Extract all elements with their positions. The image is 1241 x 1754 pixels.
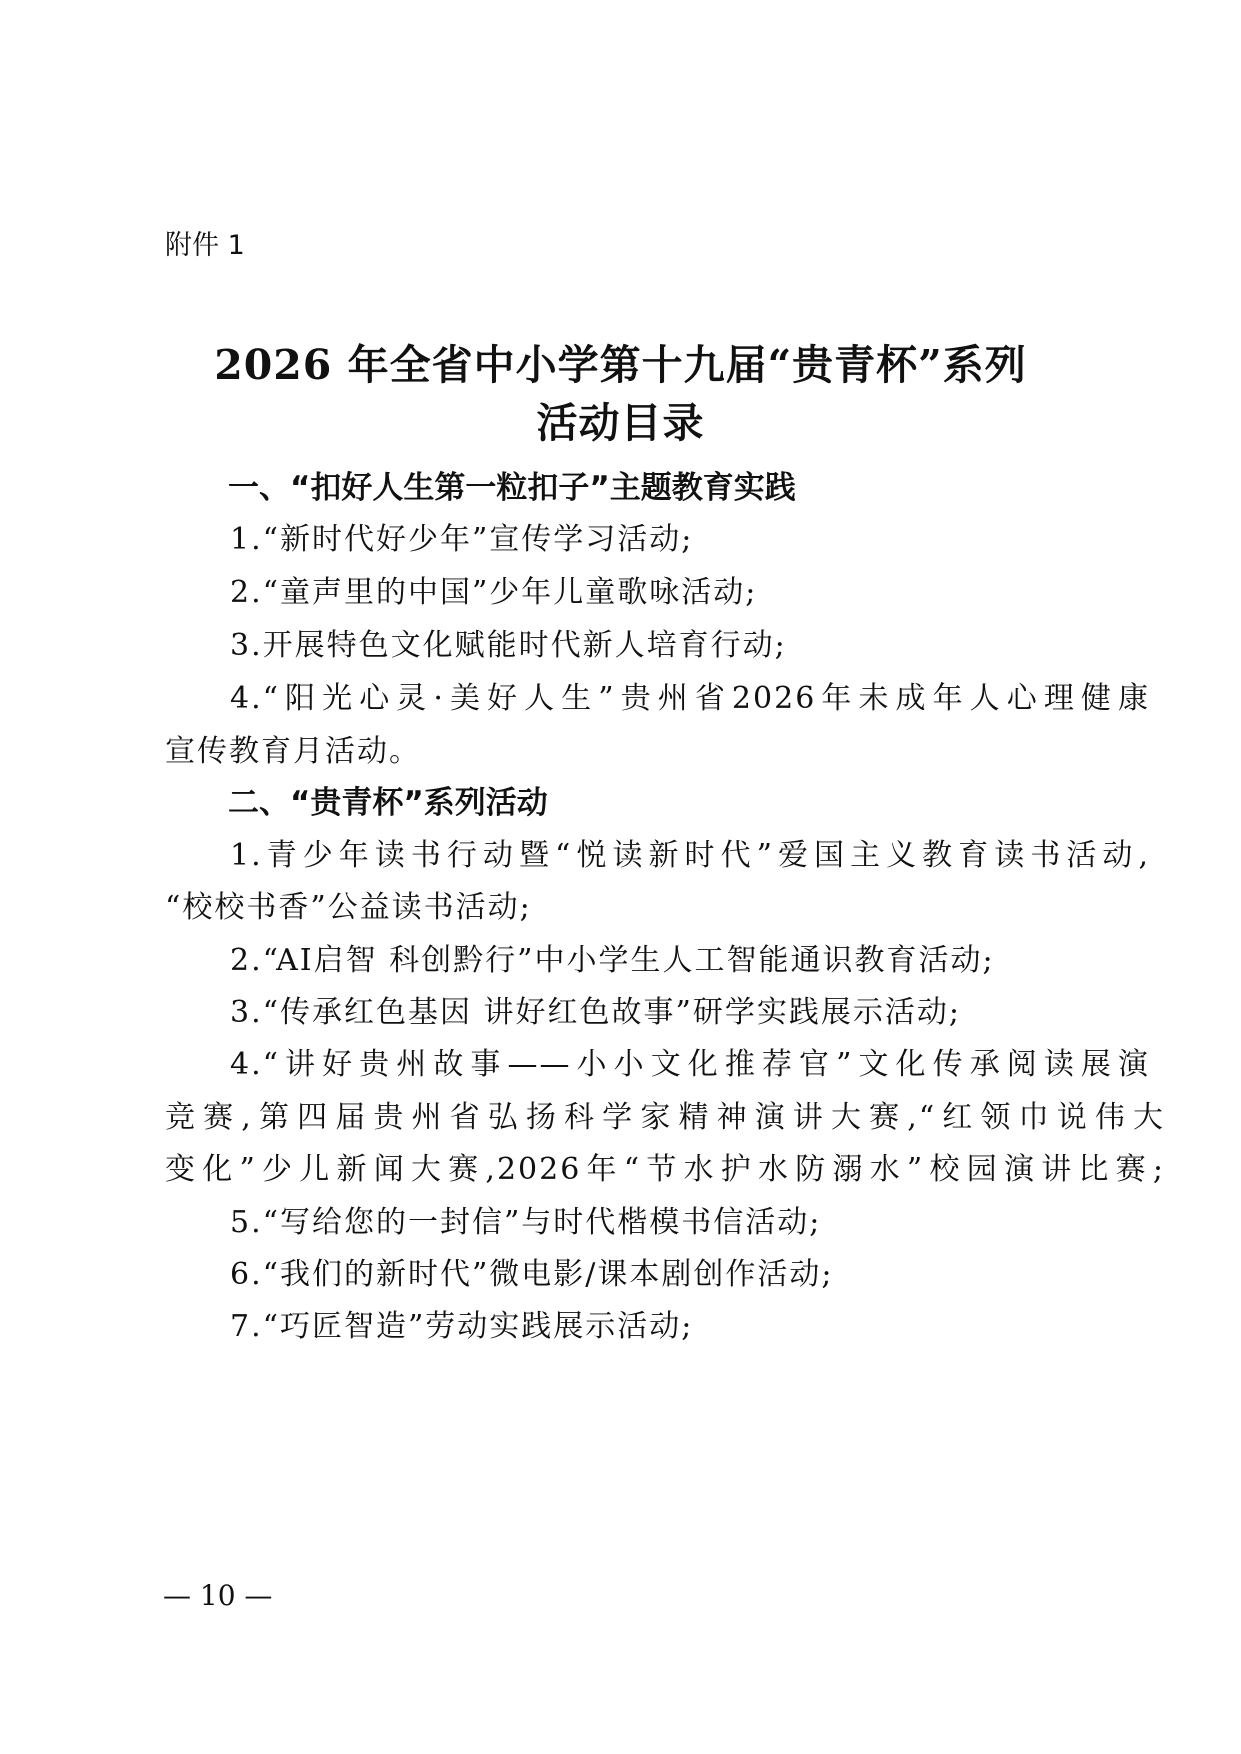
section-1-item-3: 3.开展特色文化赋能时代新人培育行动; (230, 628, 787, 663)
section-2-item-1-continued: “校校书香”公益读书活动; (165, 890, 532, 925)
section-2-item-2: 2.“AI启智 科创黔行”中小学生人工智能通识教育活动; (230, 943, 995, 978)
section-2-item-4-continued-1: 竞赛,第四届贵州省弘扬科学家精神演讲大赛,“红领巾说伟大 (165, 1100, 1165, 1135)
document-title-line-2: 活动目录 (536, 399, 705, 447)
page-number: — 10 — (163, 1579, 273, 1612)
section-1-item-4: 4.“阳光心灵·美好人生”贵州省2026年未成年人心理健康 (230, 681, 1150, 716)
section-2-item-3: 3.“传承红色基因 讲好红色故事”研学实践展示活动; (230, 995, 961, 1030)
section-2-item-7: 7.“巧匠智造”劳动实践展示活动; (230, 1309, 694, 1344)
section-2-item-1: 1.青少年读书行动暨“悦读新时代”爱国主义教育读书活动, (230, 838, 1150, 873)
attachment-label: 附件 1 (165, 230, 245, 261)
section-1-item-1: 1.“新时代好少年”宣传学习活动; (230, 522, 694, 557)
section-1-item-2: 2.“童声里的中国”少年儿童歌咏活动; (230, 575, 758, 610)
section-2-item-4: 4.“讲好贵州故事——小小文化推荐官”文化传承阅读展演 (230, 1047, 1150, 1082)
section-2-heading: 二、“贵青杯”系列活动 (228, 785, 548, 821)
section-2-item-4-continued-2: 变化”少儿新闻大赛,2026年“节水护水防溺水”校园演讲比赛; (165, 1152, 1165, 1187)
section-2-item-6: 6.“我们的新时代”微电影/课本剧创作活动; (230, 1257, 834, 1292)
section-1-heading: 一、“扣好人生第一粒扣子”主题教育实践 (228, 470, 796, 506)
section-1-item-4-continued: 宣传教育月活动。 (165, 734, 421, 769)
document-title-line-1: 2026 年全省中小学第十九届“贵青杯”系列 (214, 341, 1027, 389)
section-2-item-5: 5.“写给您的一封信”与时代楷模书信活动; (230, 1205, 822, 1240)
